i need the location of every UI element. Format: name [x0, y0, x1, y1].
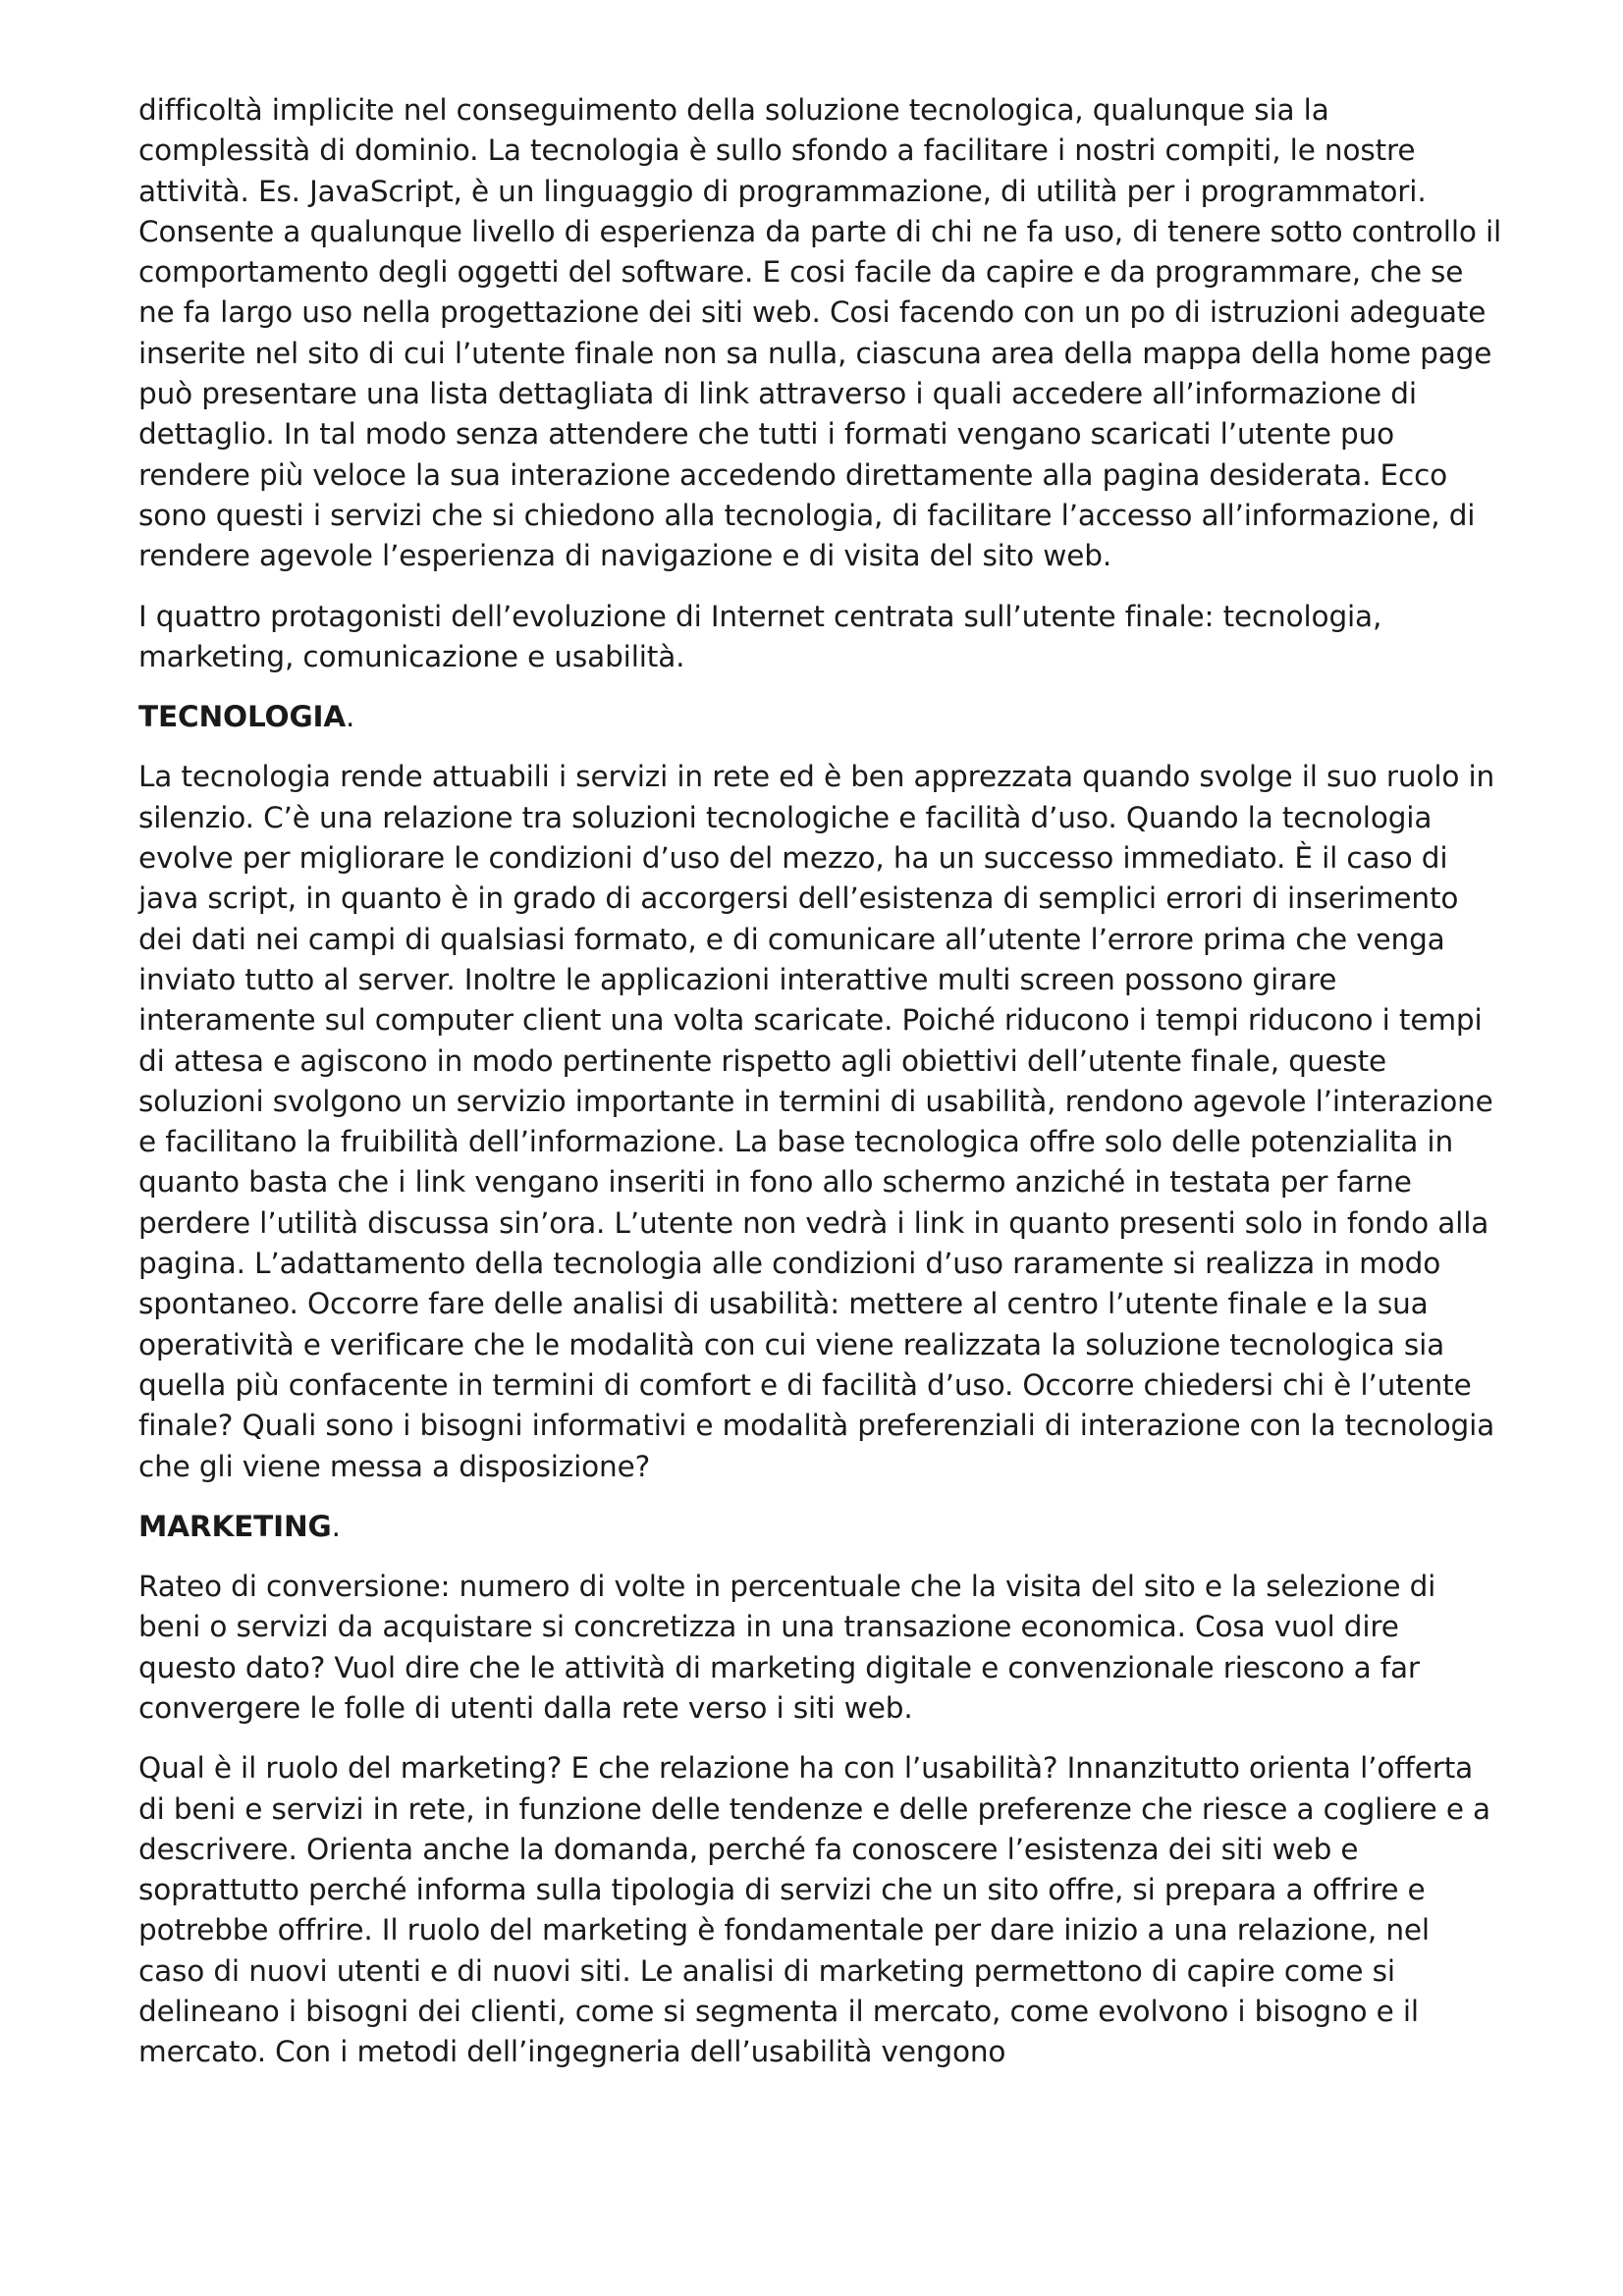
document-page: [138, 90, 1503, 2093]
intro-paragraph: difficoltà implicite nel conseguimento della soluzione tecnologica, qualunque sia la complessità di dominio. La tecnologia è sullo sfondo a facilitare i nostri compiti, le nostre attività. Es. JavaScript, è un linguaggio di programmazione, di utilità per i programmatori. Consente a qualunque livello di esperienza da parte di chi ne fa uso, di tenere sotto controllo il comportamento degli oggetti del software. E cosi facile da capire e da programmare, che se ne fa largo uso nella progettazione dei siti web. Cosi facendo con un po di istruzioni adeguate inserite nel sito di cui l’utente finale non sa nulla, ciascuna area della mappa della home page può presentare una lista dettagliata di link attraverso i quali accedere all’informazione di dettaglio. In tal modo senza attendere che tutti i formati vengano scaricati l’utente puo rendere più veloce la sua interazione accedendo direttamente alla pagina desiderata. Ecco sono questi i servizi che si chiedono alla tecnologia, di facilitare l’accesso all’informazione, di rendere agevole l’esperienza di navigazione e di visita del sito web.: [138, 93, 1502, 573]
protagonists-paragraph: I quattro protagonisti dell’evoluzione di Internet centrata sull’utente finale: tecnologia, marketing, comunicazione e usabilità.: [138, 599, 1382, 673]
tecnologia-heading: [138, 697, 1503, 737]
marketing-paragraph-2: Qual è il ruolo del marketing? E che relazione ha con l’usabilità? Innanzitutto orienta l’offerta di beni e servizi in rete, in funzione delle tendenze e delle preferenze che riesce a cogliere e a descrivere. Orienta anche la domanda, perché fa conoscere l’esistenza dei siti web e soprattutto perché informa sulla tipologia di servizi che un sito offre, si prepara a offrire e potrebbe offrire. Il ruolo del marketing è fondamentale per dare inizio a una relazione, nel caso di nuovi utenti e di nuovi siti. Le analisi di marketing permettono di capire come si delineano i bisogni dei clienti, come si segmenta il mercato, come evolvono i bisogno e il mercato. Con i metodi dell’ingegneria dell’usabilità vengono: [138, 1751, 1490, 2069]
marketing-heading-text: MARKETING: [138, 1509, 332, 1543]
marketing-heading-dot: .: [331, 1509, 341, 1543]
marketing-paragraph-1: Rateo di conversione: numero di volte in percentuale che la visita del sito e la selezione di beni o servizi da acquistare si concretizza in una transazione economica. Cosa vuol dire questo dato? Vuol dire che le attività di marketing digitale e convenzionale riescono a far convergere le folle di utenti dalla rete verso i siti web.: [138, 1570, 1436, 1725]
marketing-heading: [138, 1507, 1503, 1547]
tecnologia-heading-dot: .: [346, 700, 355, 734]
tecnologia-paragraph: La tecnologia rende attuabili i servizi in rete ed è ben apprezzata quando svolge il suo ruolo in silenzio. C’è una relazione tra soluzioni tecnologiche e facilità d’uso. Quando la tecnologia evolve per migliorare le condizioni d’uso del mezzo, ha un successo immediato. È il caso di java script, in quanto è in grado di accorgersi dell’esistenza di semplici errori di inserimento dei dati nei campi di qualsiasi formato, e di comunicare all’utente l’errore prima che venga inviato tutto al server. Inoltre le applicazioni interattive multi screen possono girare interamente sul computer client una volta scaricate. Poiché riducono i tempi riducono i tempi di attesa e agiscono in modo pertinente rispetto agli obiettivi dell’utente finale, queste soluzioni svolgono un servizio importante in termini di usabilità, rendono agevole l’interazione e facilitano la fruibilità dell’informazione. La base tecnologica offre solo delle potenzialita in quanto basta che i link vengano inseriti in fono allo schermo anziché in testata per farne perdere l’utilità discussa sin’ora. L’utente non vedrà i link in quanto presenti solo in fondo alla pagina. L’adattamento della tecnologia alle condizioni d’uso raramente si realizza in modo spontaneo. Occorre fare delle analisi di usabilità: mettere al centro l’utente finale e la sua operatività e verificare che le modalità con cui viene realizzata la soluzione tecnologica sia quella più confacente in termini di comfort e di facilità d’uso. Occorre chiedersi chi è l’utente finale? Quali sono i bisogni informativi e modalità preferenziali di interazione con la tecnologia che gli viene messa a disposizione?: [138, 760, 1495, 1483]
tecnologia-heading-text: TECNOLOGIA: [138, 700, 347, 734]
